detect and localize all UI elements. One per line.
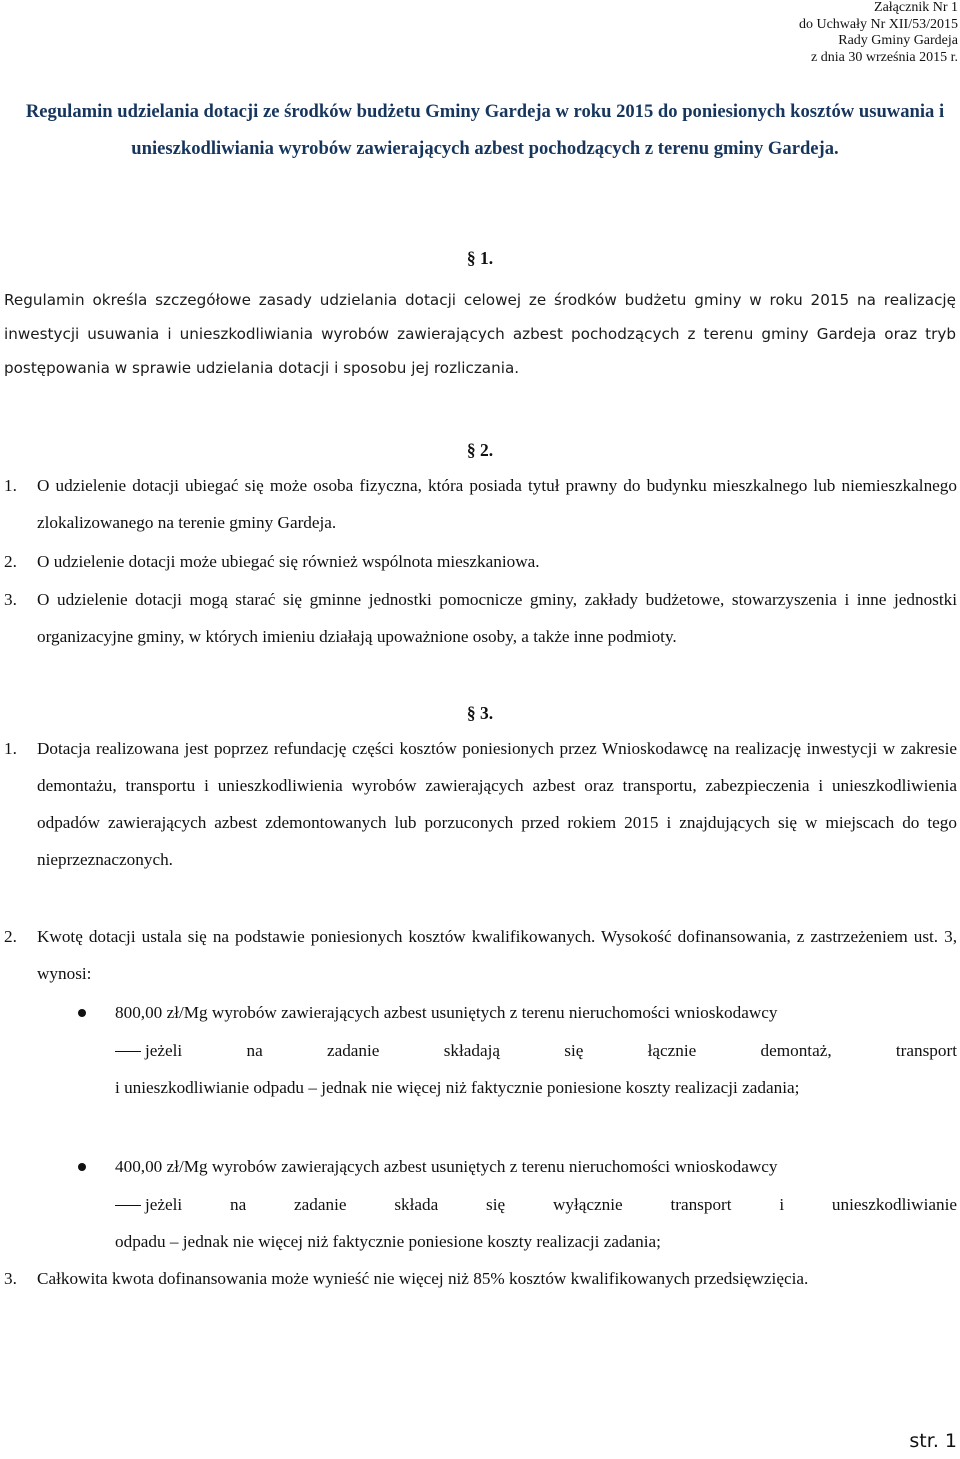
- item-number: 1.: [4, 476, 17, 495]
- item-number: 3.: [4, 1269, 17, 1288]
- attachment-line: Rady Gminy Gardeja: [838, 33, 958, 48]
- bullet-dash-line: [115, 1032, 957, 1070]
- attachment-line: do Uchwały Nr XII/53/2015: [798, 16, 958, 32]
- section-heading-2: § 2.: [466, 440, 494, 460]
- item-text: Dotacja realizowana jest poprzez refundację części kosztów poniesionych przez Wnioskodawcę na realizację inwestycji w zakresie demontażu, transportu i unieszkodliwienia wyrobów zawierających azbest oraz transportu, zabezpieczenia i unieszkodliwienia odpadów zawierających azbest zdemontowanych lub porzuconych przed rokiem 2015 i znajdujących się w miejscach do tego nieprzeznaczonych.: [37, 739, 957, 869]
- bullet-condition: jeżeli na zadanie składają się łącznie demontaż, transport: [145, 1040, 957, 1060]
- section-2-item: [4, 581, 957, 655]
- dash-icon: [115, 1205, 141, 1207]
- section-3-item: [4, 730, 957, 878]
- section-2-item: [4, 467, 957, 541]
- item-number: 3.: [4, 590, 17, 609]
- bullet-rest: odpadu – jednak nie więcej niż faktycznie poniesione koszty realizacji zadania;: [115, 1232, 661, 1251]
- bullet-icon: [78, 1009, 86, 1017]
- item-text: Kwotę dotacji ustala się na podstawie poniesionych kosztów kwalifikowanych. Wysokość dofinansowania, z zastrzeżeniem ust. 3, wynosi:: [37, 927, 957, 983]
- bullet-icon: [78, 1163, 86, 1171]
- section-heading-3: § 3.: [466, 703, 494, 723]
- section-3-item: [4, 1260, 957, 1297]
- item-text: Całkowita kwota dofinansowania może wynieść nie więcej niż 85% kosztów kwalifikowanych przedsięwzięcia.: [37, 1269, 809, 1288]
- document-title: Regulamin udzielania dotacji ze środków budżetu Gminy Gardeja w roku 2015 do poniesionych kosztów usuwania i unieszkodliwiania wyrobów zawierających azbest pochodzących z terenu gminy Gardeja.: [25, 101, 945, 159]
- attachment-line: z dnia 30 września 2015 r.: [811, 49, 958, 65]
- rate-bullet: [115, 1148, 957, 1261]
- item-text: O udzielenie dotacji ubiegać się może osoba fizyczna, która posiada tytuł prawny do budynku mieszkalnego lub niemieszkalnego zlokalizowanego na terenie gminy Gardeja.: [37, 476, 957, 532]
- item-text: O udzielenie dotacji mogą starać się gminne jednostki pomocnicze gminy, zakłady budżetowe, stowarzyszenia i inne jednostki organizacyjne gminy, w których imieniu działają upoważnione osoby, a także inne podmioty.: [37, 590, 957, 646]
- bullet-lead: 800,00 zł/Mg wyrobów zawierających azbest usuniętych z terenu nieruchomości wnioskodawcy: [115, 1003, 778, 1022]
- dash-icon: [115, 1051, 141, 1053]
- rate-bullet: [115, 994, 957, 1107]
- section-3-item: [4, 918, 957, 992]
- attachment-header: [799, 0, 958, 66]
- item-number: 2.: [4, 927, 17, 946]
- section-2-item: [4, 543, 957, 580]
- item-number: 1.: [4, 739, 17, 758]
- bullet-dash-line: [115, 1186, 957, 1224]
- item-number: 2.: [4, 552, 17, 571]
- section-heading-1: § 1.: [466, 248, 494, 268]
- page-number: str. 1: [909, 1430, 957, 1452]
- bullet-condition: jeżeli na zadanie składa się wyłącznie transport i unieszkodliwianie: [145, 1194, 957, 1214]
- bullet-lead: 400,00 zł/Mg wyrobów zawierających azbest usuniętych z terenu nieruchomości wnioskodawcy: [115, 1157, 778, 1176]
- section-1-text: Regulamin określa szczegółowe zasady udzielania dotacji celowej ze środków budżetu gminy w roku 2015 na realizację inwestycji usuwania i unieszkodliwiania wyrobów zawierających azbest pochodzących z terenu gminy Gardeja oraz tryb postępowania w sprawie udzielania dotacji i sposobu jej rozliczania.: [4, 291, 956, 377]
- item-text: O udzielenie dotacji może ubiegać się również wspólnota mieszkaniowa.: [37, 552, 540, 571]
- attachment-line: Załącznik Nr 1: [874, 0, 958, 15]
- bullet-rest: i unieszkodliwianie odpadu – jednak nie więcej niż faktycznie poniesione koszty realizacji zadania;: [115, 1078, 800, 1097]
